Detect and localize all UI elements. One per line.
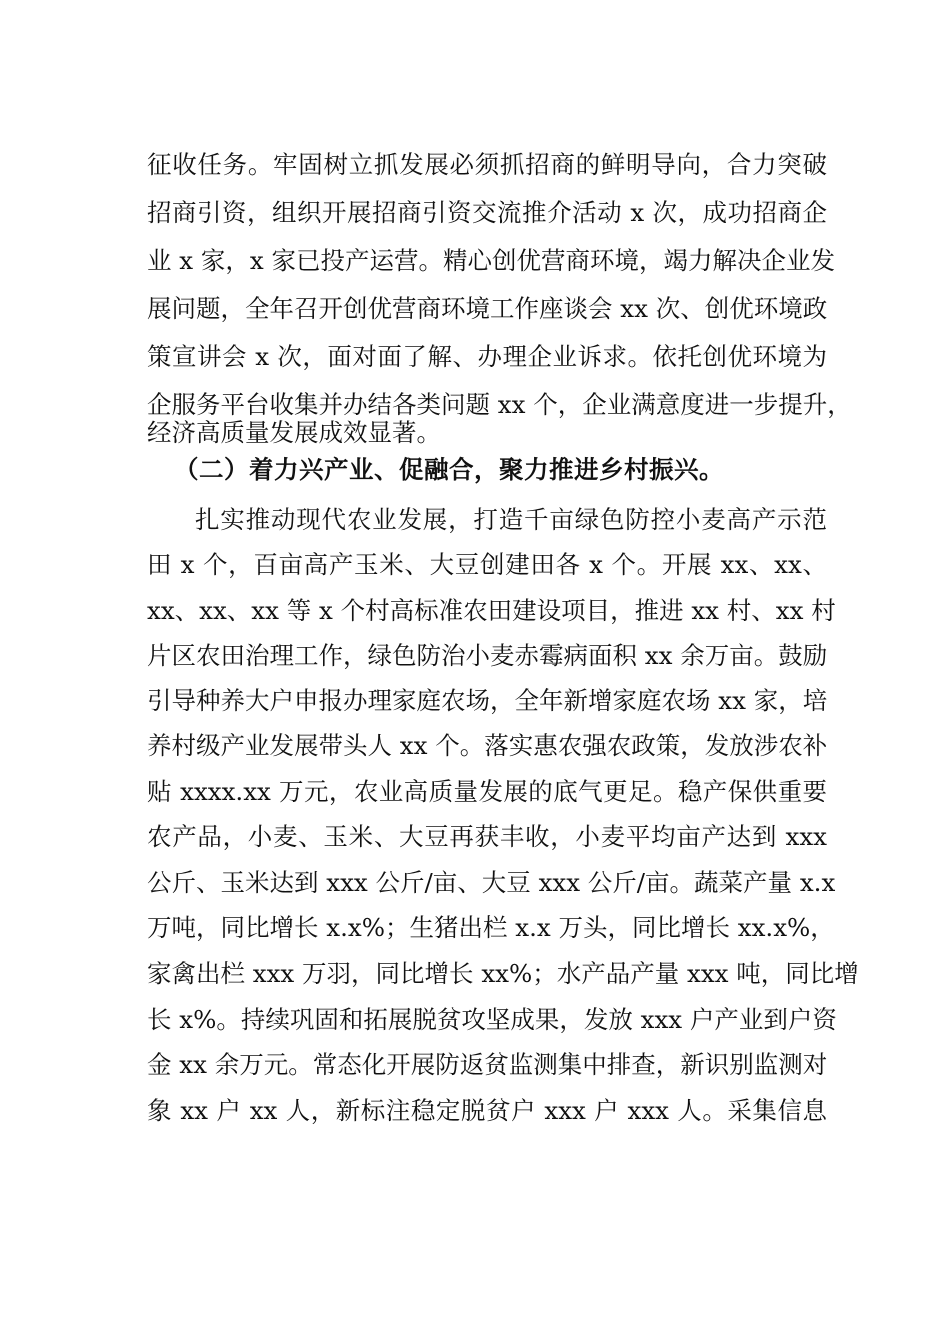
paragraph-1-line-2: 招商引资，组织开展招商引资交流推介活动 x 次，成功招商企: [147, 198, 827, 227]
paragraph-2-line-4: 片区农田治理工作，绿色防治小麦赤霉病面积 xx 余万亩。鼓励: [147, 641, 828, 670]
section-heading: （二）着力兴产业、促融合，聚力推进乡村振兴。: [174, 455, 724, 484]
paragraph-2-line-13: 金 xx 余万元。常态化开展防返贫监测集中排查，新识别监测对: [147, 1050, 828, 1079]
paragraph-1-line-5: 策宣讲会 x 次，面对面了解、办理企业诉求。依托创优环境为: [147, 342, 827, 371]
paragraph-1-line-3: 业 x 家，x 家已投产运营。精心创优营商环境，竭力解决企业发: [147, 246, 835, 275]
paragraph-2-line-14: 象 xx 户 xx 人，新标注稳定脱贫户 xxx 户 xxx 人。采集信息: [147, 1096, 827, 1125]
paragraph-2-line-12: 长 x%。持续巩固和拓展脱贫攻坚成果，发放 xxx 户产业到户资: [147, 1005, 837, 1034]
paragraph-2-line-10: 万吨，同比增长 x.x%；生猪出栏 x.x 万头，同比增长 xx.x%，: [147, 913, 835, 942]
paragraph-2-line-6: 养村级产业发展带头人 xx 个。落实惠农强农政策，发放涉农补: [147, 731, 828, 760]
paragraph-2-line-11: 家禽出栏 xxx 万羽，同比增长 xx%；水产品产量 xxx 吨，同比增: [147, 959, 859, 988]
paragraph-2-line-5: 引导种养大户申报办理家庭农场，全年新增家庭农场 xx 家，培: [147, 686, 828, 715]
paragraph-2-line-8: 农产品，小麦、玉米、大豆再获丰收，小麦平均亩产达到 xxx: [147, 822, 827, 851]
paragraph-1-line-7: 经济高质量发展成效显著。: [147, 418, 441, 447]
paragraph-2-line-7: 贴 xxxx.xx 万元，农业高质量发展的底气更足。稳产保供重要: [147, 777, 827, 806]
paragraph-1-line-4: 展问题，全年召开创优营商环境工作座谈会 xx 次、创优环境政: [147, 294, 828, 323]
paragraph-1-line-6: 企服务平台收集并办结各类问题 xx 个，企业满意度进一步提升，: [147, 390, 852, 419]
paragraph-2-line-3: xx、xx、xx 等 x 个村高标准农田建设项目，推进 xx 村、xx 村: [147, 596, 836, 625]
paragraph-1-line-1: 征收任务。牢固树立抓发展必须抓招商的鲜明导向，合力突破: [147, 150, 827, 179]
paragraph-2-line-1: 扎实推动现代农业发展，打造千亩绿色防控小麦高产示范: [195, 505, 827, 534]
paragraph-2-line-2: 田 x 个，百亩高产玉米、大豆创建田各 x 个。开展 xx、xx、: [147, 550, 827, 579]
paragraph-2-line-9: 公斤、玉米达到 xxx 公斤/亩、大豆 xxx 公斤/亩。蔬菜产量 x.x: [147, 868, 836, 897]
